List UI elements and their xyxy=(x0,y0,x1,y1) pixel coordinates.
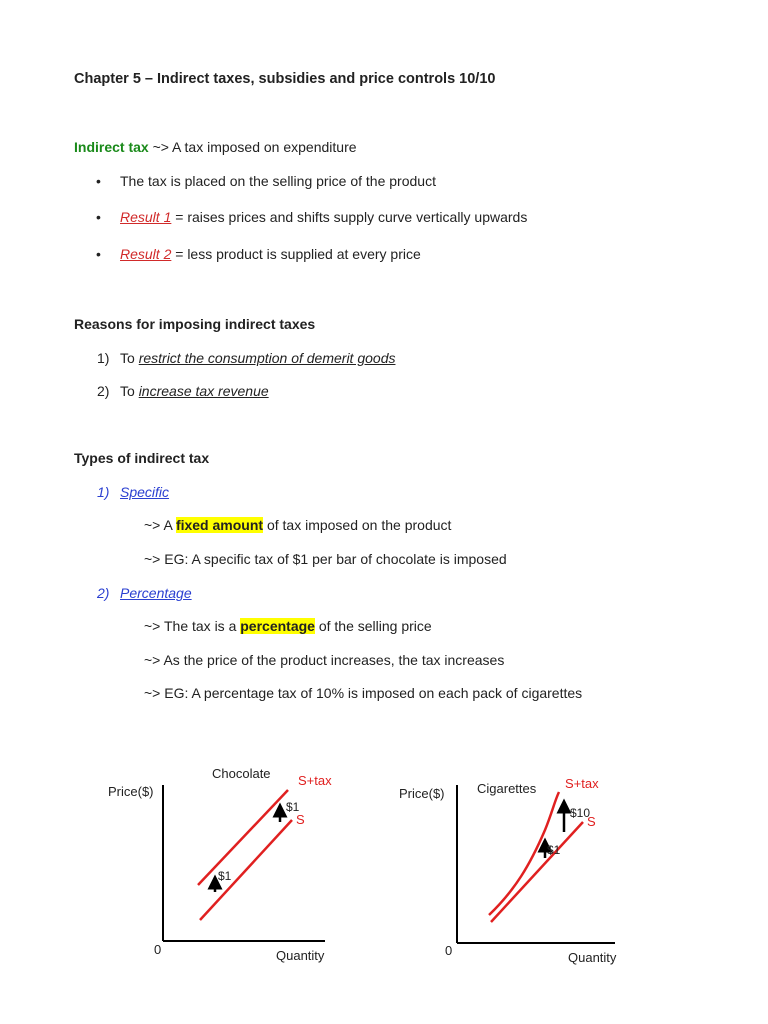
reason-item xyxy=(97,383,269,399)
series-label-s-plus-tax: S+tax xyxy=(565,776,599,791)
result-1-label: Result 1 xyxy=(120,209,172,225)
bullet-dot: • xyxy=(96,209,101,225)
type-percentage xyxy=(97,585,192,601)
chocolate-chart xyxy=(100,760,350,970)
percentage-line-1 xyxy=(144,618,432,634)
term-indirect-tax: Indirect tax xyxy=(74,139,149,155)
series-label-s: S xyxy=(587,814,596,829)
tax-amount-label: $1 xyxy=(218,869,232,883)
type-number: 2) xyxy=(97,585,110,601)
line-suffix: of the selling price xyxy=(314,618,432,634)
definition-text: ~> A tax imposed on expenditure xyxy=(148,139,357,155)
page-title: Chapter 5 – Indirect taxes, subsidies and price controls 10/10 xyxy=(74,71,496,87)
series-label-s: S xyxy=(296,812,305,827)
tax-amount-label: $1 xyxy=(547,843,561,857)
bullet-text: = less product is supplied at every price xyxy=(171,246,421,262)
reason-prefix: To xyxy=(120,350,139,366)
highlight-percentage: percentage xyxy=(240,618,315,634)
reason-number: 2) xyxy=(97,383,110,399)
bullet-text: The tax is placed on the selling price of the product xyxy=(120,173,436,189)
line-suffix: of tax imposed on the product xyxy=(263,517,452,533)
type-name-percentage: Percentage xyxy=(120,585,192,601)
bullet-item xyxy=(96,246,421,262)
indirect-tax-definition xyxy=(74,139,357,155)
types-heading: Types of indirect tax xyxy=(74,450,210,466)
line-prefix: ~> The tax is a xyxy=(144,618,241,634)
line-prefix: ~> A xyxy=(144,517,176,533)
origin-label: 0 xyxy=(154,942,162,957)
y-axis-label: Price($) xyxy=(399,786,445,801)
reason-number: 1) xyxy=(97,350,110,366)
x-axis-label: Quantity xyxy=(568,950,617,965)
reasons-heading: Reasons for imposing indirect taxes xyxy=(74,316,316,332)
s-line xyxy=(491,822,583,922)
result-2-label: Result 2 xyxy=(120,246,172,262)
x-axis-label: Quantity xyxy=(276,948,325,963)
bullet-item xyxy=(96,173,436,189)
cigarettes-chart xyxy=(395,770,655,970)
tax-amount-label: $10 xyxy=(570,806,591,820)
percentage-line-2: ~> As the price of the product increases, the tax increases xyxy=(144,652,505,668)
type-number: 1) xyxy=(97,484,110,500)
percentage-line-3: ~> EG: A percentage tax of 10% is imposed on each pack of cigarettes xyxy=(144,685,583,701)
type-specific xyxy=(97,484,169,500)
y-axis-label: Price($) xyxy=(108,784,154,799)
tax-amount-label: $1 xyxy=(286,800,300,814)
type-name-specific: Specific xyxy=(120,484,170,500)
bullet-dot: • xyxy=(96,246,101,262)
origin-label: 0 xyxy=(445,943,453,958)
reason-item xyxy=(97,350,395,366)
bullet-dot: • xyxy=(96,173,101,189)
highlight-fixed-amount: fixed amount xyxy=(175,517,264,533)
chart-title: Cigarettes xyxy=(477,781,537,796)
series-label-s-plus-tax: S+tax xyxy=(298,773,332,788)
bullet-item xyxy=(96,209,527,225)
reason-prefix: To xyxy=(120,383,139,399)
specific-line-2: ~> EG: A specific tax of $1 per bar of chocolate is imposed xyxy=(144,551,507,567)
specific-line-1 xyxy=(144,517,451,533)
reason-text: increase tax revenue xyxy=(138,383,269,399)
bullet-text: = raises prices and shifts supply curve vertically upwards xyxy=(171,209,528,225)
reason-text: restrict the consumption of demerit goods xyxy=(138,350,396,366)
chart-title: Chocolate xyxy=(212,766,271,781)
